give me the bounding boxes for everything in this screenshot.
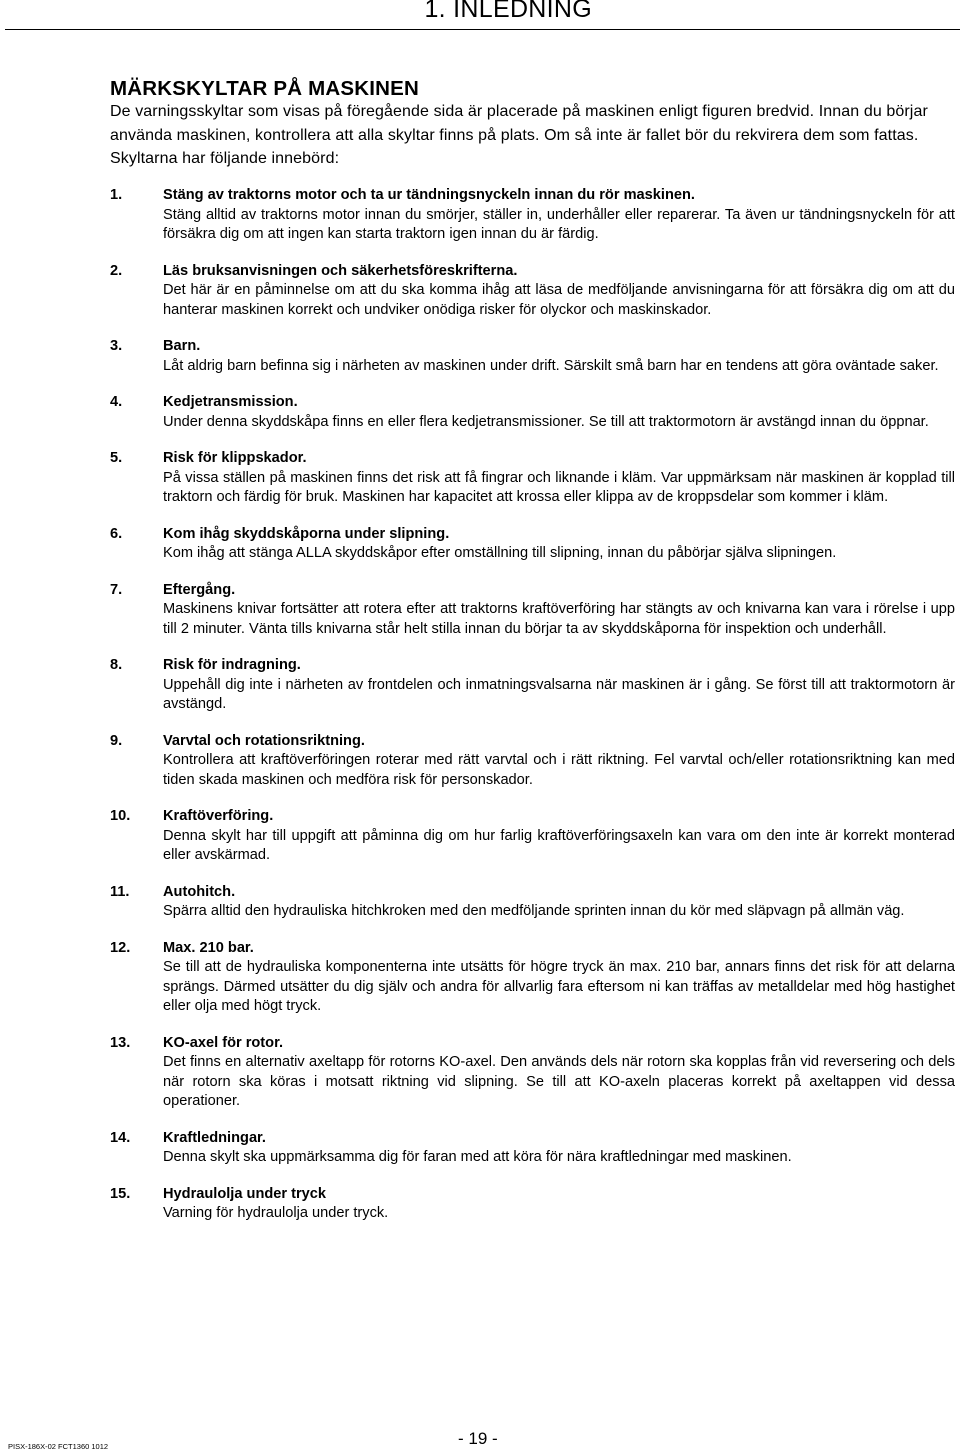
item-number: 13. xyxy=(110,1034,131,1051)
item-number: 12. xyxy=(110,939,131,956)
item-number: 2. xyxy=(110,262,123,279)
item-number: 10. xyxy=(110,808,131,824)
item-body: Låt aldrig barn befinna sig i närheten av maskinen under drift. Särskilt små barn har en tendens att göra oväntade saker. xyxy=(163,357,939,374)
section-heading: MÄRKSKYLTAR PÅ MASKINEN xyxy=(110,77,420,100)
item-number: 11. xyxy=(110,883,130,900)
header-rule xyxy=(5,29,960,30)
item-title: Kraftöverföring. xyxy=(163,808,274,824)
item-number: 9. xyxy=(110,732,123,749)
item-title: Autohitch. xyxy=(163,883,236,900)
list-item xyxy=(110,1129,955,1168)
warning-sign-list xyxy=(110,186,955,1241)
item-title: Barn. xyxy=(163,338,201,354)
item-body: Kontrollera att kraftöverföringen roterar med rätt varvtal och i rätt riktning. Fel varvtal och/eller rotationsriktning kan med tiden skada maskinen och medföra risk för personskador. xyxy=(163,752,955,788)
item-body: Se till att de hydrauliska komponenterna inte utsätts för högre tryck än max. 210 bar, annars finns det risk för att delarna sprängs. Därmed utsätter du dig själv och andra för allvarlig fara eftersom ni kan träffas av metalldelar med hög hastighet eller olja med högt tryck. xyxy=(163,959,955,1014)
item-title: Max. 210 bar. xyxy=(163,939,254,956)
item-body: Maskinens knivar fortsätter att rotera efter att traktorns kraftöverföring har stängts av och knivarna kan vara i rörelse i upp till 2 minuter. Vänta tills knivarna står helt stilla innan du börjar ta av skyddskåporna för inspektion och underhåll. xyxy=(163,601,955,637)
intro-paragraph: De varningsskyltar som visas på föregående sida är placerade på maskinen enligt figuren bredvid. Innan du börjar använda maskinen, kontrollera att alla skyltar finns på plats. Om så inte är fallet bör du rekvirera dem som fattas. Skyltarna har följande innebörd: xyxy=(110,103,928,167)
item-title: Kedjetransmission. xyxy=(163,394,298,410)
list-item xyxy=(110,525,955,564)
list-item xyxy=(110,449,955,508)
document-code: PISX-186X-02 FCT1360 1012 xyxy=(8,1442,109,1451)
item-number: 8. xyxy=(110,657,123,673)
item-body: Det här är en påminnelse om att du ska komma ihåg att läsa de medföljande anvisningarna för att försäkra dig om att du hanterar maskinen korrekt och undviker onödiga risker för olyckor och maskinskador. xyxy=(163,282,955,318)
item-number: 6. xyxy=(110,525,123,542)
item-number: 7. xyxy=(110,581,123,598)
item-body: Stäng alltid av traktorns motor innan du smörjer, ställer in, underhåller eller reparerar. Ta även ur tändningsnyckeln för att försäkra dig om att ingen kan starta traktorn igen innan du är färdig. xyxy=(163,206,955,242)
item-body: Spärra alltid den hydrauliska hitchkroken med den medföljande sprinten innan du kör med släpvagn på allmän väg. xyxy=(163,903,905,919)
list-item xyxy=(110,581,955,640)
item-body: Denna skylt ska uppmärksamma dig för faran med att köra för nära kraftledningar med maskinen. xyxy=(163,1149,792,1165)
item-title: Varvtal och rotationsriktning. xyxy=(163,732,365,749)
item-number: 14. xyxy=(110,1129,131,1146)
list-item xyxy=(110,732,955,791)
item-body: På vissa ställen på maskinen finns det risk att få fingrar och liknande i kläm. Var uppmärksam när maskinen är kopplad till traktorn och färdig för bruk. Maskinen har kapacitet att krossa eller klippa av de kroppsdelar som kommer i kläm. xyxy=(163,469,955,505)
item-body: Det finns en alternativ axeltapp för rotorns KO-axel. Den används dels när rotorn ska kopplas från vid reversering och dels när rotorn ska köras i motsatt riktning vid slipning. Se till att KO-axeln placeras korrekt på axeltappen vid dessa operationer. xyxy=(163,1054,955,1109)
list-item xyxy=(110,807,955,866)
list-item xyxy=(110,262,955,321)
item-number: 4. xyxy=(110,394,123,410)
item-title: Eftergång. xyxy=(163,581,236,598)
item-number: 1. xyxy=(110,187,123,203)
list-item xyxy=(110,939,955,1017)
item-number: 5. xyxy=(110,450,123,466)
item-number: 3. xyxy=(110,338,123,354)
list-item xyxy=(110,393,955,432)
item-title: Stäng av traktorns motor och ta ur tändningsnyckeln innan du rör maskinen. xyxy=(163,187,695,203)
item-body: Uppehåll dig inte i närheten av frontdelen och inmatningsvalsarna när maskinen är i gång. Se först till att traktormotorn är avstängd. xyxy=(163,676,955,712)
item-title: Kom ihåg skyddskåporna under slipning. xyxy=(163,525,450,542)
item-title: Risk för klippskador. xyxy=(163,450,307,466)
item-body: Denna skylt har till uppgift att påminna dig om hur farlig kraftöverföringsaxeln kan vara om den inte är korrekt monterad eller avskärmad. xyxy=(163,827,955,863)
chapter-title: 1. INLEDNING xyxy=(424,0,592,23)
page-number: - 19 - xyxy=(458,1429,498,1448)
item-title: KO-axel för rotor. xyxy=(163,1034,284,1051)
item-title: Risk för indragning. xyxy=(163,657,301,673)
list-item xyxy=(110,186,955,245)
item-title: Läs bruksanvisningen och säkerhetsföreskrifterna. xyxy=(163,262,518,279)
item-title: Kraftledningar. xyxy=(163,1129,266,1146)
item-title: Hydraulolja under tryck xyxy=(163,1185,327,1202)
list-item xyxy=(110,883,955,922)
list-item xyxy=(110,337,955,376)
list-item xyxy=(110,656,955,715)
item-body: Under denna skyddskåpa finns en eller flera kedjetransmissioner. Se till att traktormotorn är avstängd innan du öppnar. xyxy=(163,413,929,430)
list-item xyxy=(110,1034,955,1112)
list-item xyxy=(110,1185,955,1224)
item-body: Varning för hydraulolja under tryck. xyxy=(163,1205,389,1221)
item-number: 15. xyxy=(110,1185,131,1202)
item-body: Kom ihåg att stänga ALLA skyddskåpor efter omställning till slipning, innan du påbörjar själva slipningen. xyxy=(163,545,837,561)
